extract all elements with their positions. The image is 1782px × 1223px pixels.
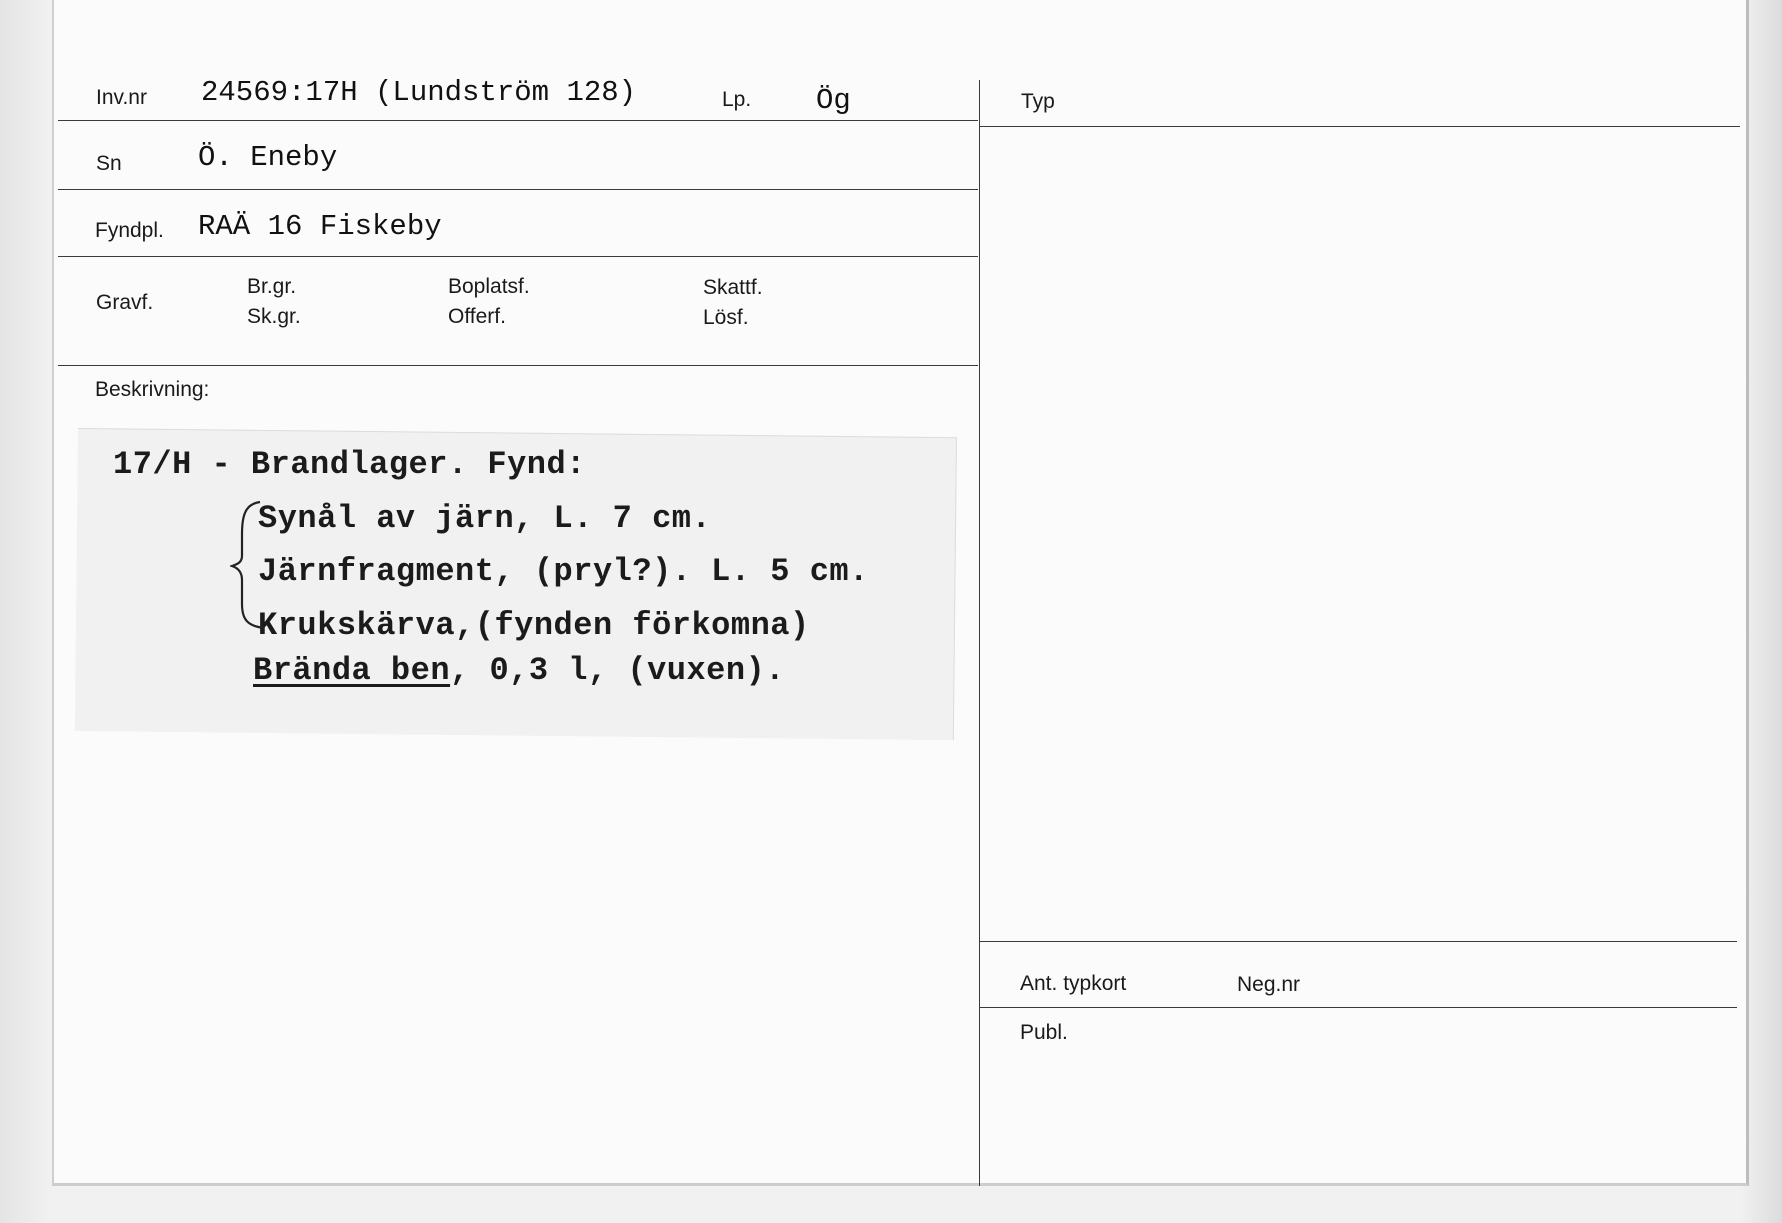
rule-ant-top — [980, 941, 1737, 942]
inv-value: 24569:17H (Lundström 128) — [201, 76, 637, 109]
beskrivning-label: Beskrivning: — [95, 378, 210, 401]
column-divider — [979, 80, 980, 1186]
skgr-label: Sk.gr. — [247, 305, 301, 328]
rule-fyndpl — [58, 256, 978, 257]
gravf-label: Gravf. — [96, 291, 154, 314]
skattf-label: Skattf. — [703, 276, 763, 299]
losf-label: Lösf. — [703, 306, 749, 329]
handwritten-brace-icon — [230, 500, 270, 630]
boplatsf-label: Boplatsf. — [448, 275, 530, 298]
inv-label: Inv.nr — [96, 86, 147, 109]
typ-label: Typ — [1021, 90, 1055, 113]
rule-ant-bottom — [980, 1007, 1737, 1008]
ant-typkort-label: Ant. typkort — [1020, 972, 1127, 995]
fyndpl-label: Fyndpl. — [95, 219, 164, 242]
lp-label: Lp. — [722, 88, 752, 111]
negnr-label: Neg.nr — [1237, 973, 1301, 996]
description-line-5 — [253, 652, 785, 689]
rule-typ — [980, 126, 1740, 127]
description-line-5-rest: , 0,3 l, (vuxen). — [450, 652, 785, 689]
rule-gravf — [58, 365, 978, 366]
lp-value: Ög — [816, 84, 851, 117]
sn-label: Sn — [96, 152, 122, 175]
description-line-4: Krukskärva,(fynden förkomna) — [258, 607, 810, 644]
rule-inv — [58, 120, 978, 121]
offerf-label: Offerf. — [448, 305, 506, 328]
brgr-label: Br.gr. — [247, 275, 297, 298]
description-line-1: 17/H - Brandlager. Fynd: — [113, 446, 586, 483]
description-line-3: Järnfragment, (pryl?). L. 5 cm. — [258, 553, 869, 590]
sn-value: Ö. Eneby — [198, 141, 338, 174]
description-line-5-underlined: Brända ben — [253, 652, 451, 689]
rule-sn — [58, 189, 978, 190]
description-line-2: Synål av järn, L. 7 cm. — [258, 500, 712, 537]
fyndpl-value: RAÄ 16 Fiskeby — [198, 210, 442, 243]
publ-label: Publ. — [1020, 1021, 1068, 1044]
